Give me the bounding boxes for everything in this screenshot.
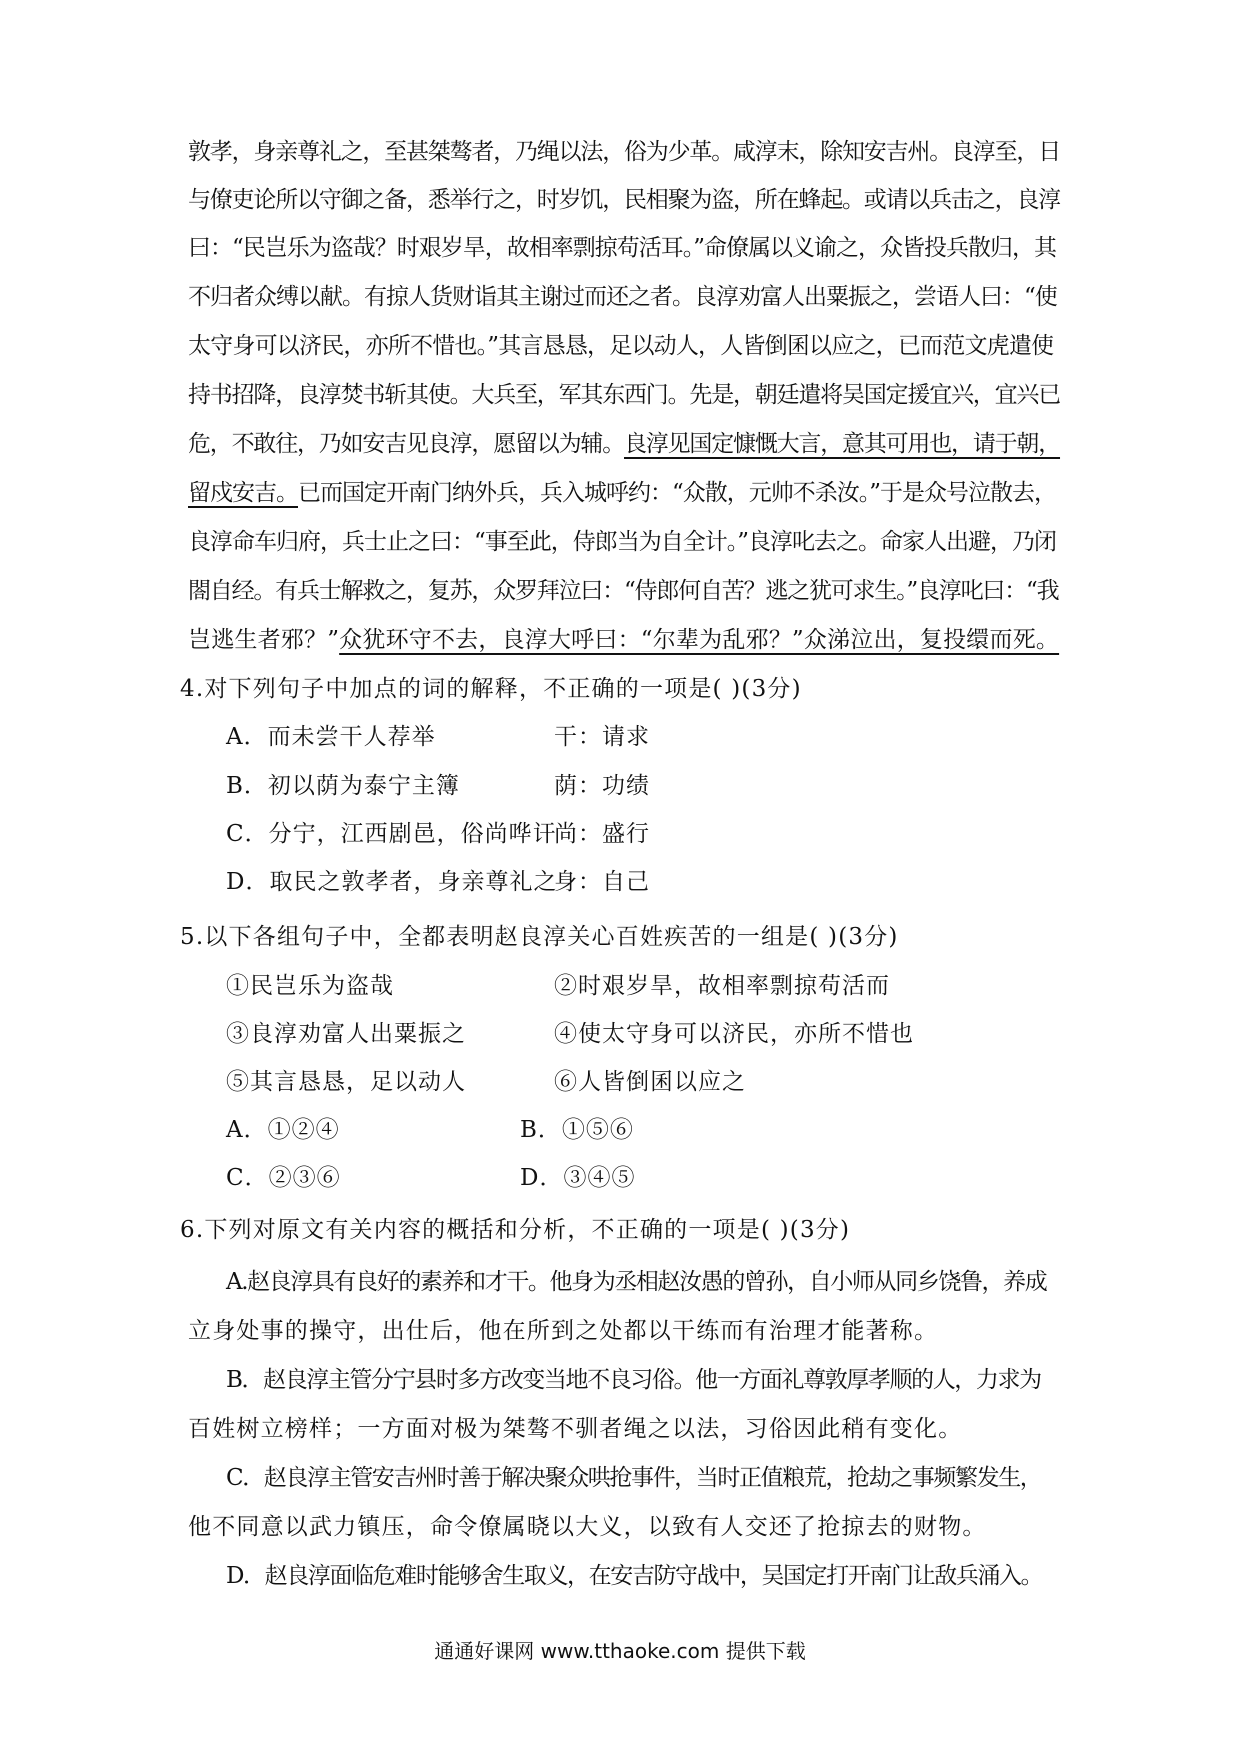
q6-option-a: A.赵良淳具有良好的素养和才干。他身为丞相赵汝愚的曾孙，自小师从同乡饶鲁，养成 (226, 1269, 1047, 1295)
q4-option-c-answer: 尚：盛行 (554, 821, 650, 847)
underlined-sentence: 留戍安吉。 (188, 480, 298, 506)
q5-option-a: A．①②④ (226, 1117, 340, 1143)
underlined-sentence: 众犹环守不去，良淳大呼曰：“尔辈为乱邪？”众涕泣出，复投缳而死。 (339, 627, 1060, 653)
passage-line: 良淳命车归府，兵士止之曰：“事至此，侍郎当为自全计。”良淳叱去之。命家人出避，乃闭 (188, 529, 1057, 555)
passage-line: 太守身可以济民，亦所不惜也。”其言恳恳，足以动人，人皆倒囷以应之，已而范文虎遣使 (188, 333, 1054, 359)
question-4-stem: 4.对下列句子中加点的词的解释，不正确的一项是( )(3分) (180, 676, 802, 702)
q4-option-d-answer: 身：自己 (554, 869, 650, 895)
passage-line: 持书招降，良淳焚书斩其使。大兵至，军其东西门。先是，朝廷遣将吴国定援宜兴，宜兴已 (188, 382, 1061, 408)
q6-option-d: D．赵良淳面临危难时能够舍生取义，在安吉防守战中，吴国定打开南门让敌兵涌入。 (226, 1563, 1043, 1589)
passage-text: 岂逃生者邪？” (188, 627, 340, 653)
q4-option-b-answer: 荫：功绩 (554, 773, 650, 799)
q6-option-c-cont: 他不同意以武力镇压，命令僚属晓以大义，以致有人交还了抢掠去的财物。 (188, 1514, 987, 1540)
q5-option-b: B．①⑤⑥ (520, 1117, 634, 1143)
passage-text: 已而国定开南门纳外兵，兵入城呼约：“众散，元帅不杀汝。”于是众号泣散去， (298, 480, 1057, 506)
q4-option-c: C．分宁，江西剧邑，俗尚哗讦 (226, 821, 557, 847)
q4-option-d: D．取民之敦孝者，身亲尊礼之 (226, 869, 558, 895)
q5-sentence-1: ①民岂乐为盗哉 (226, 973, 394, 999)
q6-option-b: B．赵良淳主管分宁县时多方改变当地不良习俗。他一方面礼尊敦厚孝顺的人，力求为 (226, 1367, 1041, 1393)
q6-option-a-cont: 立身处事的操守，出仕后，他在所到之处都以干练而有治理才能著称。 (188, 1318, 939, 1344)
passage-text: 危，不敢往，乃如安吉见良淳，愿留以为辅。 (188, 431, 625, 457)
passage-line: 敦孝，身亲尊礼之，至甚桀骜者，乃绳以法，俗为少革。咸淳末，除知安吉州。良淳至，日 (188, 139, 1061, 165)
q6-option-b-cont: 百姓树立榜样；一方面对极为桀骜不驯者绳之以法，习俗因此稍有变化。 (188, 1416, 963, 1442)
passage-line (188, 477, 1060, 509)
q5-sentence-2: ②时艰岁旱，故相率剽掠苟活而 (554, 973, 890, 999)
q5-sentence-6: ⑥人皆倒囷以应之 (554, 1069, 746, 1095)
question-5-stem: 5.以下各组句子中，全都表明赵良淳关心百姓疾苦的一组是( )(3分) (180, 924, 899, 950)
q4-option-a-answer: 干：请求 (554, 724, 650, 750)
passage-line: 閤自经。有兵士解救之，复苏，众罗拜泣曰：“侍郎何自苦？逃之犹可求生。”良淳叱曰：“我 (188, 578, 1059, 604)
passage-line: 曰：“民岂乐为盗哉？时艰岁旱，故相率剽掠苟活耳。”命僚属以义谕之，众皆投兵散归，其 (188, 235, 1057, 261)
underlined-sentence: 良淳见国定慷慨大言，意其可用也，请于朝， (624, 431, 1061, 457)
passage-line (188, 428, 1060, 460)
q4-option-b: B．初以荫为泰宁主簿 (226, 773, 460, 799)
q6-option-c: C．赵良淳主管安吉州时善于解决聚众哄抢事件，当时正值粮荒，抢劫之事频繁发生， (226, 1465, 1042, 1491)
q4-option-a: A．而未尝干人荐举 (226, 724, 436, 750)
footer-credit: 通通好课网 www.tthaoke.com 提供下载 (434, 1639, 806, 1663)
passage-line: 不归者众缚以献。有掠人货财诣其主谢过而还之者。良淳劝富人出粟振之，尝语人曰：“使 (188, 284, 1057, 310)
passage-line (188, 624, 1060, 656)
question-6-stem: 6.下列对原文有关内容的概括和分析，不正确的一项是( )(3分) (180, 1217, 851, 1243)
passage-line: 与僚吏论所以守御之备，悉举行之，时岁饥，民相聚为盗，所在蜂起。或请以兵击之，良淳 (188, 187, 1061, 213)
q5-sentence-5: ⑤其言恳恳，足以动人 (226, 1069, 466, 1095)
q5-sentence-3: ③良淳劝富人出粟振之 (226, 1021, 466, 1047)
q5-option-d: D．③④⑤ (520, 1165, 636, 1191)
q5-sentence-4: ④使太守身可以济民，亦所不惜也 (554, 1021, 914, 1047)
q5-option-c: C．②③⑥ (226, 1165, 341, 1191)
